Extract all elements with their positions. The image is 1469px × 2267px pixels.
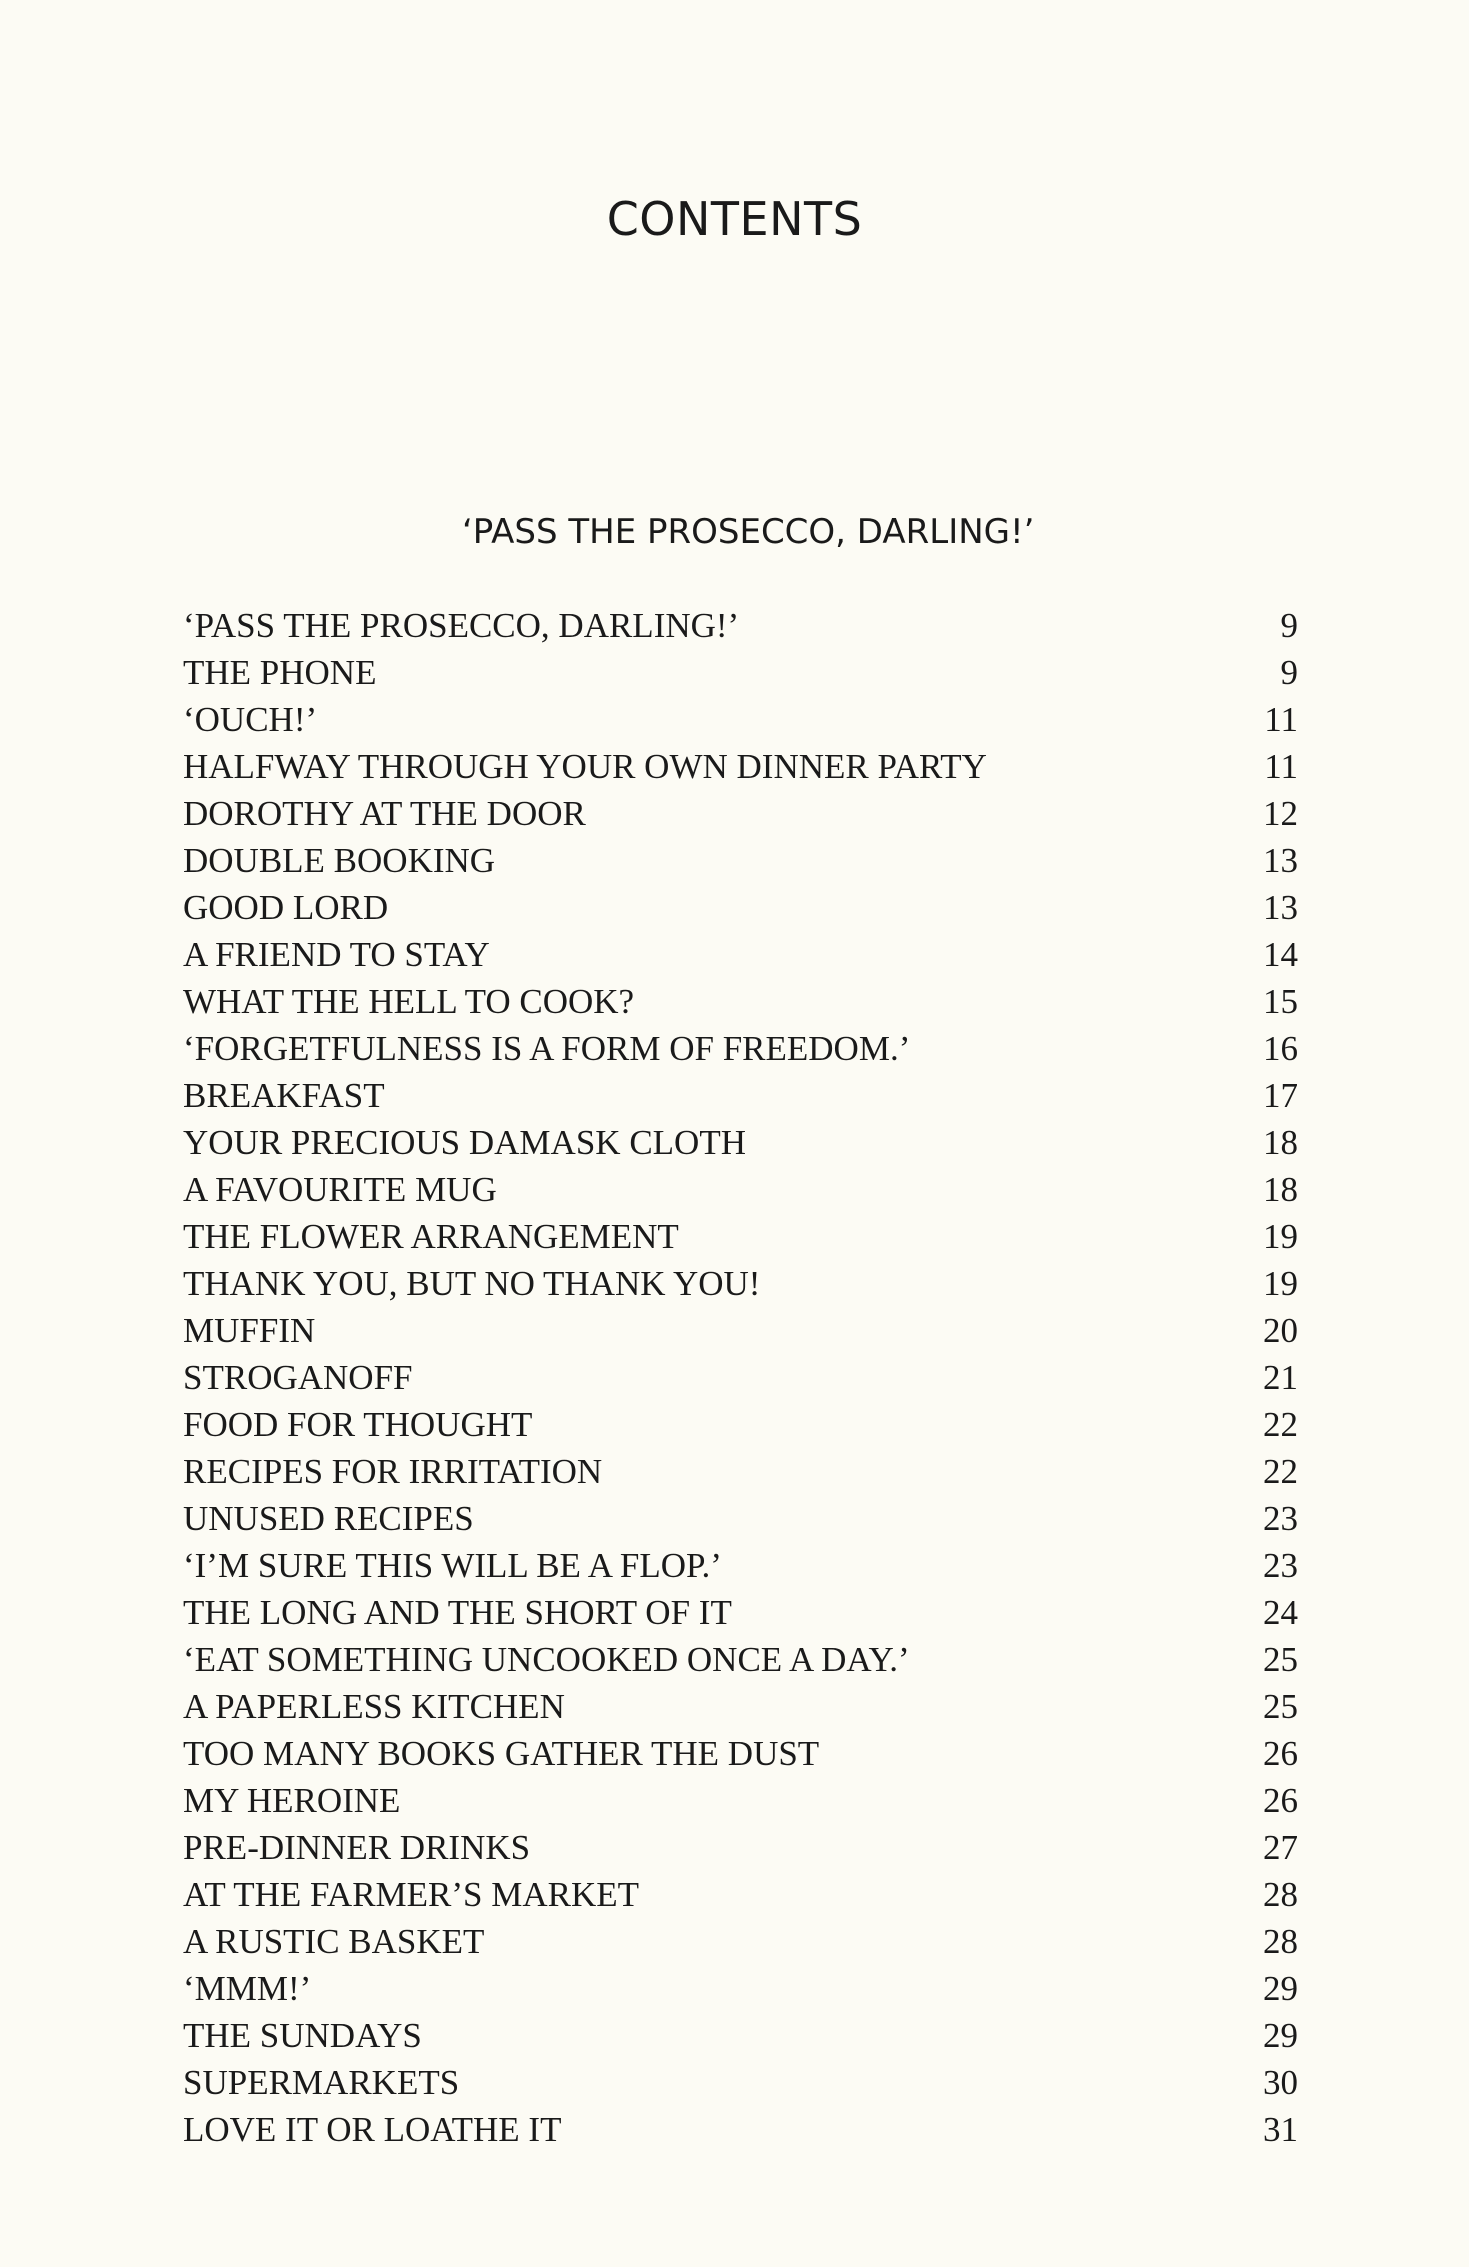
toc-entry-title: RECIPES FOR IRRITATION [183, 1452, 603, 1491]
toc-entry-title: GOOD LORD [183, 888, 389, 927]
toc-entry-page-number: 17 [1263, 1076, 1298, 1115]
toc-entry-page-number: 22 [1263, 1452, 1298, 1491]
toc-entry-title: MUFFIN [183, 1311, 316, 1350]
toc-entry [183, 1871, 1298, 1918]
toc-entry [183, 1965, 1298, 2012]
toc-entry-page-number: 25 [1263, 1640, 1298, 1679]
toc-entry [183, 1260, 1298, 1307]
toc-entry [183, 1025, 1298, 1072]
toc-entry-page-number: 11 [1264, 747, 1298, 786]
toc-entry-title: BREAKFAST [183, 1076, 385, 1115]
toc-entry-title: THE FLOWER ARRANGEMENT [183, 1217, 679, 1256]
toc-entry-page-number: 28 [1263, 1922, 1298, 1961]
toc-entry-title: A FAVOURITE MUG [183, 1170, 497, 1209]
page-title: CONTENTS [606, 192, 863, 246]
toc-entry [183, 1777, 1298, 1824]
toc-entry-page-number: 11 [1264, 700, 1298, 739]
toc-entry [183, 1683, 1298, 1730]
toc-entry [183, 1119, 1298, 1166]
toc-entry-title: WHAT THE HELL TO COOK? [183, 982, 635, 1021]
toc-entry [183, 1448, 1298, 1495]
toc-entry-title: ‘FORGETFULNESS IS A FORM OF FREEDOM.’ [183, 1029, 911, 1068]
toc-entry-title: DOROTHY AT THE DOOR [183, 794, 586, 833]
toc-entry-page-number: 16 [1263, 1029, 1298, 1068]
toc-entry-title: ‘I’M SURE THIS WILL BE A FLOP.’ [183, 1546, 722, 1585]
toc-entry [183, 884, 1298, 931]
toc-entry-title: UNUSED RECIPES [183, 1499, 474, 1538]
toc-entry-page-number: 13 [1263, 888, 1298, 927]
toc-entry [183, 649, 1298, 696]
toc-entry [183, 931, 1298, 978]
toc-entry [183, 602, 1298, 649]
toc-entry [183, 1307, 1298, 1354]
toc-entry-page-number: 18 [1263, 1170, 1298, 1209]
toc-entry-page-number: 12 [1263, 794, 1298, 833]
toc-entry-page-number: 13 [1263, 841, 1298, 880]
toc-entry [183, 978, 1298, 1025]
toc-entry [183, 1166, 1298, 1213]
toc-entry-title: A FRIEND TO STAY [183, 935, 490, 974]
toc-entry [183, 1495, 1298, 1542]
toc-entry-title: A PAPERLESS KITCHEN [183, 1687, 565, 1726]
toc-entry-page-number: 31 [1263, 2110, 1298, 2149]
toc-entry-title: ‘EAT SOMETHING UNCOOKED ONCE A DAY.’ [183, 1640, 910, 1679]
toc-entry [183, 1542, 1298, 1589]
toc-entry-title: THE LONG AND THE SHORT OF IT [183, 1593, 732, 1632]
toc-entry-title: FOOD FOR THOUGHT [183, 1405, 533, 1444]
toc-entry-title: ‘OUCH!’ [183, 700, 318, 739]
toc-entry [183, 2059, 1298, 2106]
toc-entry [183, 2012, 1298, 2059]
toc-entry-title: TOO MANY BOOKS GATHER THE DUST [183, 1734, 820, 1773]
toc-entry [183, 1589, 1298, 1636]
toc-entry [183, 1072, 1298, 1119]
toc-entry [183, 837, 1298, 884]
toc-entry [183, 790, 1298, 837]
toc-entry [183, 1918, 1298, 1965]
toc-entry-page-number: 29 [1263, 1969, 1298, 2008]
toc-entry [183, 1730, 1298, 1777]
toc-entry-page-number: 9 [1280, 606, 1298, 645]
table-of-contents [183, 602, 1298, 2153]
toc-entry-page-number: 18 [1263, 1123, 1298, 1162]
toc-entry-title: THANK YOU, BUT NO THANK YOU! [183, 1264, 761, 1303]
toc-entry-page-number: 9 [1280, 653, 1298, 692]
toc-entry-title: THE SUNDAYS [183, 2016, 422, 2055]
toc-entry-title: MY HEROINE [183, 1781, 401, 1820]
toc-entry-page-number: 30 [1263, 2063, 1298, 2102]
toc-entry-title: DOUBLE BOOKING [183, 841, 496, 880]
toc-entry-title: A RUSTIC BASKET [183, 1922, 485, 1961]
toc-entry-title: PRE-DINNER DRINKS [183, 1828, 531, 1867]
toc-entry [183, 1354, 1298, 1401]
toc-entry-page-number: 19 [1263, 1264, 1298, 1303]
toc-entry-page-number: 15 [1263, 982, 1298, 1021]
toc-entry-page-number: 19 [1263, 1217, 1298, 1256]
toc-entry-title: HALFWAY THROUGH YOUR OWN DINNER PARTY [183, 747, 987, 786]
toc-entry-page-number: 28 [1263, 1875, 1298, 1914]
toc-entry-page-number: 26 [1263, 1781, 1298, 1820]
toc-entry [183, 2106, 1298, 2153]
toc-entry [183, 743, 1298, 790]
toc-entry-page-number: 24 [1263, 1593, 1298, 1632]
toc-entry-page-number: 22 [1263, 1405, 1298, 1444]
toc-entry-title: AT THE FARMER’S MARKET [183, 1875, 640, 1914]
toc-entry [183, 1824, 1298, 1871]
toc-entry [183, 1401, 1298, 1448]
toc-entry-page-number: 26 [1263, 1734, 1298, 1773]
toc-entry-page-number: 25 [1263, 1687, 1298, 1726]
toc-entry-page-number: 29 [1263, 2016, 1298, 2055]
toc-entry-title: ‘PASS THE PROSECCO, DARLING!’ [183, 606, 740, 645]
toc-entry-page-number: 27 [1263, 1828, 1298, 1867]
section-title: ‘PASS THE PROSECCO, DARLING!’ [462, 512, 1035, 552]
toc-entry-page-number: 23 [1263, 1499, 1298, 1538]
toc-entry-title: SUPERMARKETS [183, 2063, 460, 2102]
toc-entry-page-number: 20 [1263, 1311, 1298, 1350]
toc-entry-title: LOVE IT OR LOATHE IT [183, 2110, 562, 2149]
toc-entry-title: THE PHONE [183, 653, 377, 692]
toc-entry-page-number: 14 [1263, 935, 1298, 974]
toc-entry [183, 696, 1298, 743]
toc-entry-page-number: 23 [1263, 1546, 1298, 1585]
toc-entry-title: STROGANOFF [183, 1358, 413, 1397]
toc-entry [183, 1213, 1298, 1260]
toc-entry-title: ‘MMM!’ [183, 1969, 312, 2008]
toc-entry-title: YOUR PRECIOUS DAMASK CLOTH [183, 1123, 746, 1162]
toc-entry-page-number: 21 [1263, 1358, 1298, 1397]
toc-entry [183, 1636, 1298, 1683]
